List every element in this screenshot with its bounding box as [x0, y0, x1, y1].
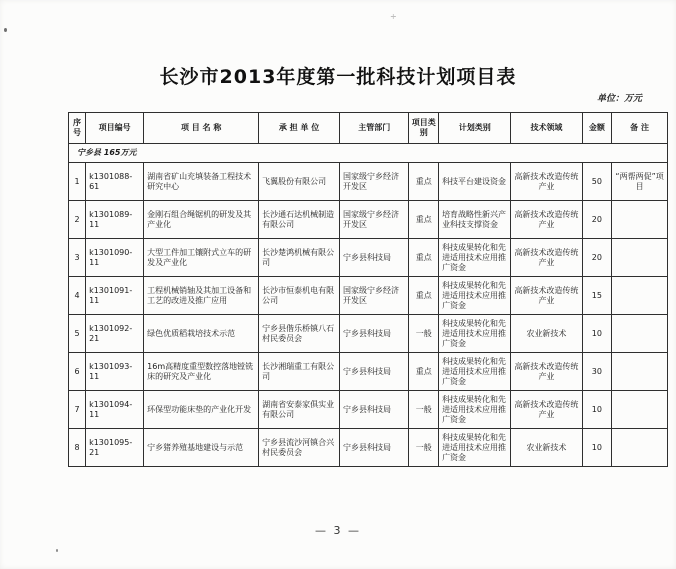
scan-artifact — [56, 549, 58, 552]
cell-field: 农业新技术 — [511, 429, 582, 467]
cell-plan: 科技成果转化和先进适用技术应用推广资金 — [439, 391, 511, 429]
cell-amount: 20 — [582, 201, 612, 239]
cell-seq: 1 — [69, 163, 86, 201]
cell-seq: 3 — [69, 239, 86, 277]
cell-seq: 7 — [69, 391, 86, 429]
cell-field: 高新技术改造传统产业 — [511, 353, 582, 391]
cell-category: 重点 — [409, 163, 439, 201]
table-row — [69, 353, 668, 391]
scan-artifact: ÷ — [390, 12, 397, 21]
cell-amount: 10 — [582, 315, 612, 353]
cell-code: k1301090-11 — [86, 239, 144, 277]
cell-dept: 宁乡县科技局 — [340, 391, 409, 429]
cell-unit: 长沙通石达机械制造有限公司 — [259, 201, 340, 239]
cell-plan: 科技成果转化和先进适用技术应用推广资金 — [439, 277, 511, 315]
cell-code: k1301095-21 — [86, 429, 144, 467]
cell-code: k1301091-11 — [86, 277, 144, 315]
cell-unit: 长沙湘瑞重工有限公司 — [259, 353, 340, 391]
col-header-remark: 备 注 — [612, 113, 668, 144]
cell-code: k1301094-11 — [86, 391, 144, 429]
cell-unit: 飞翼股份有限公司 — [259, 163, 340, 201]
cell-name: 工程机械销轴及其加工设备和工艺的改进及推广应用 — [144, 277, 259, 315]
table-row — [69, 277, 668, 315]
table-row — [69, 391, 668, 429]
header-row — [69, 113, 668, 144]
cell-field: 高新技术改造传统产业 — [511, 239, 582, 277]
cell-category: 重点 — [409, 201, 439, 239]
cell-seq: 8 — [69, 429, 86, 467]
cell-dept: 国家级宁乡经济开发区 — [340, 277, 409, 315]
col-header-plan: 计划类别 — [439, 113, 511, 144]
col-header-name: 项 目 名 称 — [144, 113, 259, 144]
cell-code: k1301088-61 — [86, 163, 144, 201]
cell-plan: 科技成果转化和先进适用技术应用推广资金 — [439, 353, 511, 391]
cell-amount: 20 — [582, 239, 612, 277]
cell-seq: 2 — [69, 201, 86, 239]
page-title: 长沙市2013年度第一批科技计划项目表 — [159, 66, 517, 88]
cell-field: 高新技术改造传统产业 — [511, 277, 582, 315]
table-row — [69, 429, 668, 467]
group-row-label: 宁乡县 165万元 — [69, 144, 668, 163]
group-row — [69, 144, 668, 163]
scan-artifact — [4, 28, 7, 32]
cell-name: 湖南省矿山充填装备工程技术研究中心 — [144, 163, 259, 201]
cell-name: 大型工件加工镶附式立车的研发及产业化 — [144, 239, 259, 277]
cell-name: 16m高精度重型数控落地镗铣床的研究及产业化 — [144, 353, 259, 391]
col-header-seq: 序号 — [69, 113, 86, 144]
col-header-code: 项目编号 — [86, 113, 144, 144]
cell-code: k1301093-11 — [86, 353, 144, 391]
col-header-dept: 主管部门 — [340, 113, 409, 144]
col-header-field: 技术领域 — [511, 113, 582, 144]
cell-dept: 宁乡县科技局 — [340, 315, 409, 353]
cell-seq: 4 — [69, 277, 86, 315]
cell-remark — [612, 429, 668, 467]
cell-seq: 5 — [69, 315, 86, 353]
cell-dept: 国家级宁乡经济开发区 — [340, 163, 409, 201]
cell-name: 绿色优质稻栽培技术示范 — [144, 315, 259, 353]
cell-amount: 50 — [582, 163, 612, 201]
cell-category: 重点 — [409, 239, 439, 277]
cell-code: k1301092-21 — [86, 315, 144, 353]
cell-dept: 宁乡县科技局 — [340, 353, 409, 391]
cell-plan: 科技成果转化和先进适用技术应用推广资金 — [439, 239, 511, 277]
cell-unit: 宁乡县流沙河镇合兴村民委员会 — [259, 429, 340, 467]
cell-plan: 科技平台建设资金 — [439, 163, 511, 201]
col-header-unit: 承 担 单 位 — [259, 113, 340, 144]
cell-amount: 15 — [582, 277, 612, 315]
cell-remark: “两帮两促”项目 — [612, 163, 668, 201]
cell-unit: 湖南省安泰家俱实业有限公司 — [259, 391, 340, 429]
cell-category: 重点 — [409, 277, 439, 315]
table-row — [69, 239, 668, 277]
col-header-category: 项目类别 — [409, 113, 439, 144]
table-row — [69, 163, 668, 201]
cell-category: 重点 — [409, 353, 439, 391]
table-body — [69, 144, 668, 467]
cell-field: 高新技术改造传统产业 — [511, 163, 582, 201]
cell-category: 一般 — [409, 315, 439, 353]
table-row — [69, 315, 668, 353]
projects-table — [68, 112, 668, 467]
cell-dept: 宁乡县科技局 — [340, 239, 409, 277]
table-row — [69, 201, 668, 239]
cell-remark — [612, 391, 668, 429]
cell-dept: 宁乡县科技局 — [340, 429, 409, 467]
page-number: — 3 — — [315, 524, 361, 537]
cell-amount: 10 — [582, 429, 612, 467]
cell-field: 高新技术改造传统产业 — [511, 391, 582, 429]
cell-plan: 科技成果转化和先进适用技术应用推广资金 — [439, 429, 511, 467]
cell-remark — [612, 315, 668, 353]
cell-code: k1301089-11 — [86, 201, 144, 239]
cell-name: 环保型功能床垫的产业化开发 — [144, 391, 259, 429]
cell-amount: 30 — [582, 353, 612, 391]
cell-seq: 6 — [69, 353, 86, 391]
unit-label: 单位：万元 — [596, 94, 642, 104]
cell-plan: 培育战略性新兴产业科技支撑资金 — [439, 201, 511, 239]
table-header — [69, 113, 668, 144]
cell-field: 农业新技术 — [511, 315, 582, 353]
cell-remark — [612, 201, 668, 239]
cell-amount: 10 — [582, 391, 612, 429]
cell-unit: 长沙市恒泰机电有限公司 — [259, 277, 340, 315]
cell-field: 高新技术改造传统产业 — [511, 201, 582, 239]
cell-remark — [612, 277, 668, 315]
cell-name: 金刚石组合绳锯机的研发及其产业化 — [144, 201, 259, 239]
cell-category: 一般 — [409, 391, 439, 429]
cell-unit: 宁乡县偕乐桥镇八石村民委员会 — [259, 315, 340, 353]
cell-name: 宁乡猪养殖基地建设与示范 — [144, 429, 259, 467]
cell-category: 一般 — [409, 429, 439, 467]
cell-remark — [612, 239, 668, 277]
cell-plan: 科技成果转化和先进适用技术应用推广资金 — [439, 315, 511, 353]
cell-unit: 长沙楚鸿机械有限公司 — [259, 239, 340, 277]
cell-dept: 国家级宁乡经济开发区 — [340, 201, 409, 239]
col-header-amount: 金额 — [582, 113, 612, 144]
cell-remark — [612, 353, 668, 391]
